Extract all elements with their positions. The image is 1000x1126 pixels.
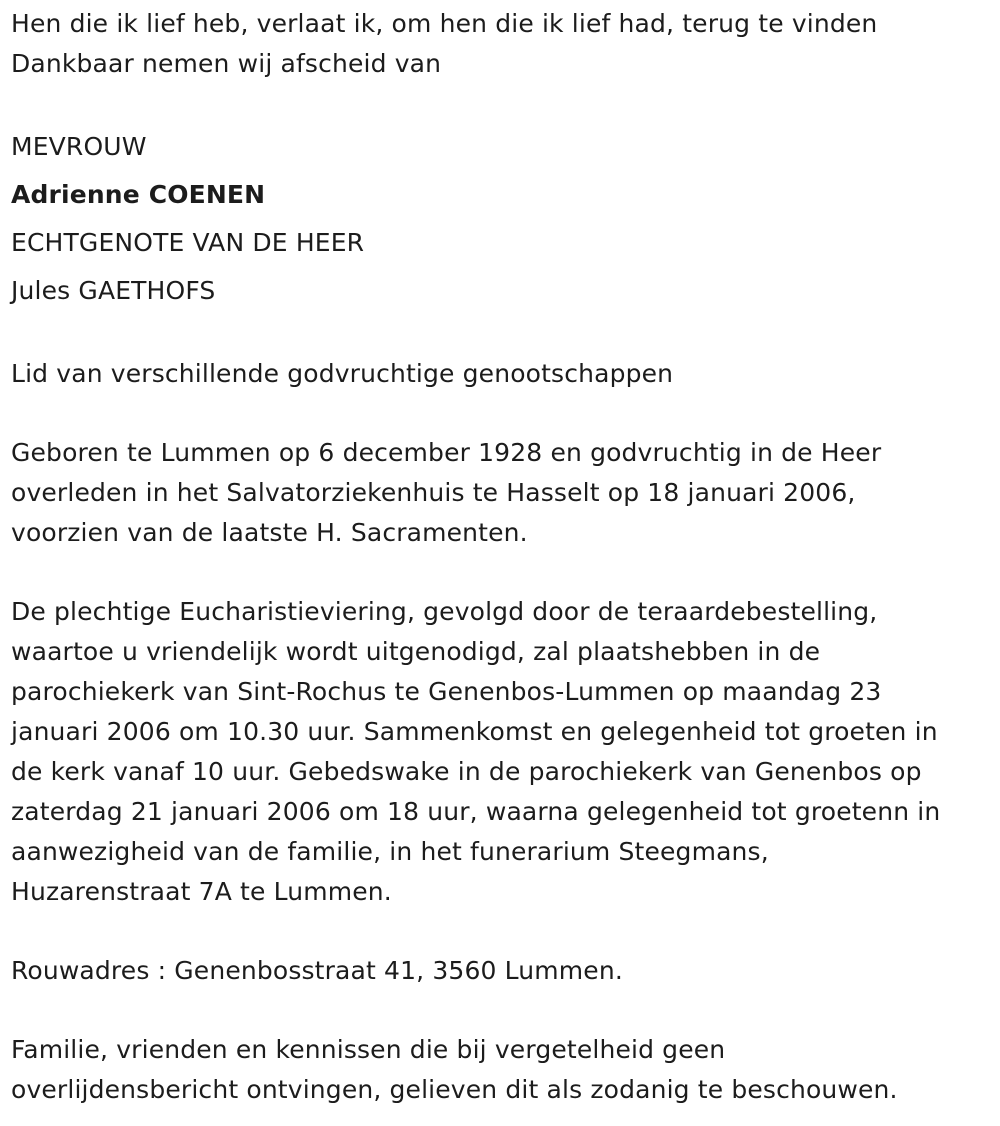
ceremony-line-3: parochiekerk van Sint-Rochus te Genenbos-Lummen op maandag 23 [11, 677, 882, 706]
ceremony-line-6: zaterdag 21 januari 2006 om 18 uur, waarna gelegenheid tot groetenn in [11, 797, 941, 826]
spacer [11, 84, 991, 123]
ceremony-line-1: De plechtige Eucharistieviering, gevolgd door de teraardebestelling, [11, 597, 878, 626]
ceremony-line-4: januari 2006 om 10.30 uur. Sammenkomst en gelegenheid tot groeten in [11, 717, 938, 746]
membership-text: Lid van verschillende godvruchtige genootschappen [11, 359, 674, 388]
relation-label: ECHTGENOTE VAN DE HEER [11, 228, 365, 257]
ceremony-line-5: de kerk vanaf 10 uur. Gebedswake in de parochiekerk van Genenbos op [11, 757, 922, 786]
closing-line-1: Familie, vrienden en kennissen die bij vergetelheid geen [11, 1035, 726, 1064]
ceremony-line-7: aanwezigheid van de familie, in het funerarium Steegmans, [11, 837, 769, 866]
spacer [11, 991, 991, 1030]
intro-line-1: Hen die ik lief heb, verlaat ik, om hen die ik lief had, terug te vinden [11, 9, 878, 38]
ceremony-line-2: waartoe u vriendelijk wordt uitgenodigd, zal plaatshebben in de [11, 637, 821, 666]
name-block [11, 123, 991, 315]
spacer [11, 394, 991, 433]
spacer [11, 912, 991, 951]
intro-line-2: Dankbaar nemen wij afscheid van [11, 49, 442, 78]
obituary-document [11, 4, 991, 1110]
ceremony-line-8: Huzarenstraat 7A te Lummen. [11, 877, 392, 906]
intro-block [11, 4, 991, 84]
birth-death-line-3: voorzien van de laatste H. Sacramenten. [11, 518, 528, 547]
deceased-name: Adrienne COENEN [11, 180, 266, 209]
spouse-name: Jules GAETHOFS [11, 276, 216, 305]
birth-death-paragraph [11, 433, 991, 553]
mourning-address: Rouwadres : Genenbosstraat 41, 3560 Lummen. [11, 956, 623, 985]
spacer [11, 315, 991, 354]
ceremony-paragraph [11, 592, 991, 912]
birth-death-line-1: Geboren te Lummen op 6 december 1928 en godvruchtig in de Heer [11, 438, 882, 467]
birth-death-line-2: overleden in het Salvatorziekenhuis te Hasselt op 18 januari 2006, [11, 478, 856, 507]
closing-paragraph [11, 1030, 991, 1110]
closing-line-2: overlijdensbericht ontvingen, gelieven dit als zodanig te beschouwen. [11, 1075, 898, 1104]
spacer [11, 553, 991, 592]
honorific-title: MEVROUW [11, 132, 147, 161]
